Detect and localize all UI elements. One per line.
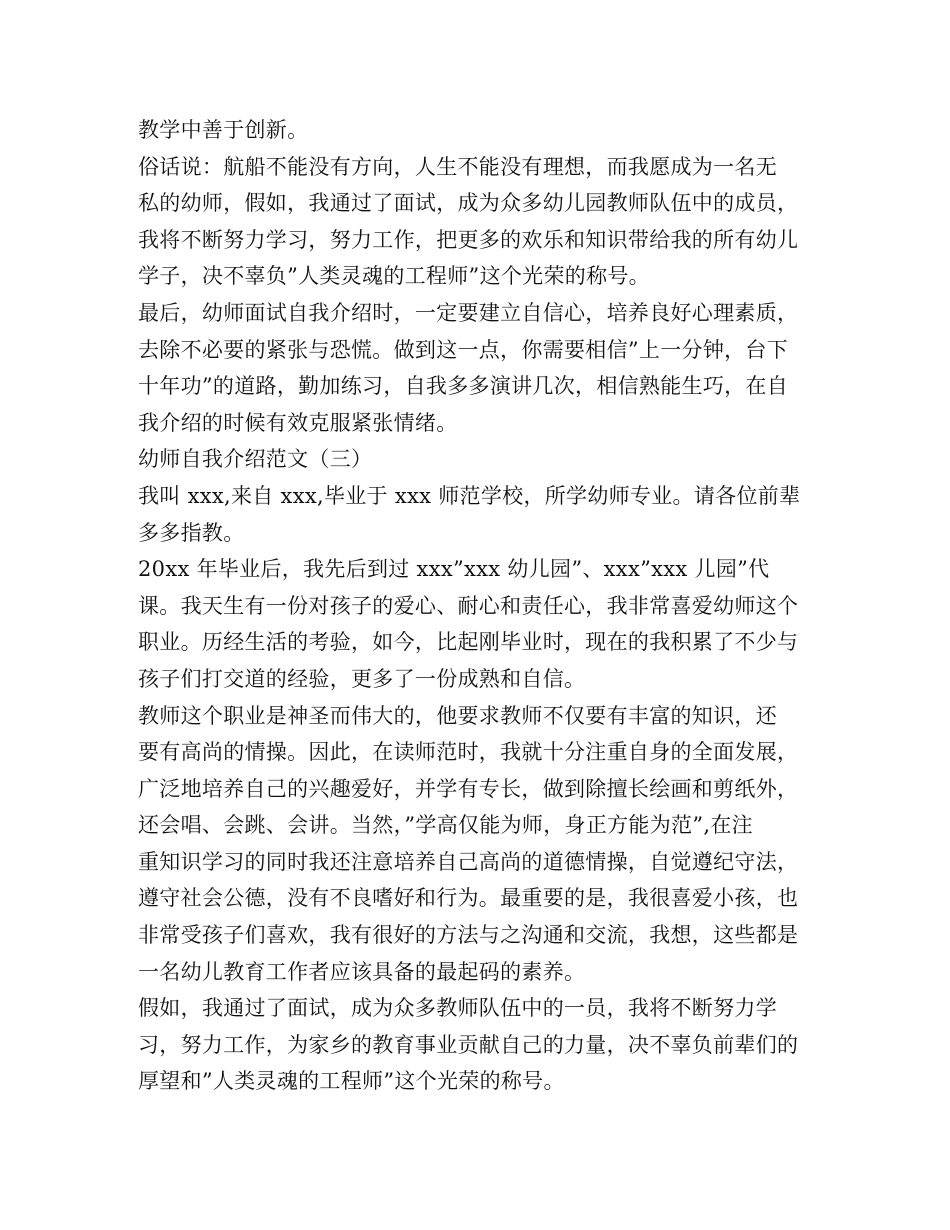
text-line: 职业。历经生活的考验，如今，比起刚毕业时，现在的我积累了不少与: [138, 630, 799, 655]
text-line: 广泛地培养自己的兴趣爱好，并学有专长，做到除擅长绘画和剪纸外，: [138, 776, 799, 801]
text-line: 重知识学习的同时我还注意培养自己高尚的道德情操，自觉遵纪守法，: [138, 849, 799, 874]
text-line: 去除不必要的紧张与恐慌。做到这一点，你需要相信”上一分钟，台下: [138, 337, 789, 362]
text-line: 还会唱、会跳、会讲。当然，”学高仅能为师，身正方能为范”,在注: [138, 813, 753, 838]
text-line: 孩子们打交道的经验，更多了一份成熟和自信。: [138, 666, 586, 691]
text-line: 我介绍的时候有效克服紧张情绪。: [138, 410, 458, 435]
text-line: 十年功”的道路，勤加练习，自我多多演讲几次，相信熟能生巧，在自: [138, 374, 789, 399]
text-line: 课。我天生有一份对孩子的爱心、耐心和责任心，我非常喜爱幼师这个: [138, 593, 799, 618]
body-text: [138, 112, 838, 1100]
text-line: 要有高尚的情操。因此，在读师范时，我就十分注重自身的全面发展，: [138, 740, 799, 765]
text-line: 习，努力工作，为家乡的教育事业贡献自己的力量，决不辜负前辈们的: [138, 1032, 799, 1057]
text-line: 20xx 年毕业后，我先后到过 xxx”xxx 幼儿园”、xxx”xxx 儿园”代: [138, 557, 770, 582]
section-heading: 幼师自我介绍范文（三）: [138, 447, 373, 472]
text-line: 私的幼师，假如，我通过了面试，成为众多幼儿园教师队伍中的成员，: [138, 191, 799, 216]
text-line: 我将不断努力学习，努力工作，把更多的欢乐和知识带给我的所有幼儿: [138, 227, 799, 252]
text-line: 俗话说：航船不能没有方向，人生不能没有理想，而我愿成为一名无: [138, 154, 777, 179]
text-line: 假如，我通过了面试，成为众多教师队伍中的一员，我将不断努力学: [138, 996, 777, 1021]
text-line: 教学中善于创新。: [138, 118, 309, 142]
text-line: 教师这个职业是神圣而伟大的，他要求教师不仅要有丰富的知识，还: [138, 703, 777, 728]
text-line: 遵守社会公德，没有不良嗜好和行为。最重要的是，我很喜爱小孩，也: [138, 886, 799, 911]
text-line: 我叫 xxx,来自 xxx,毕业于 xxx 师范学校，所学幼师专业。请各位前辈: [138, 483, 801, 508]
text-line: 学子，决不辜负”人类灵魂的工程师”这个光荣的称号。: [138, 264, 650, 289]
text-line: 一名幼儿教育工作者应该具备的最起码的素养。: [138, 959, 586, 984]
text-line: 最后，幼师面试自我介绍时，一定要建立自信心，培养良好心理素质，: [138, 300, 799, 325]
text-line: 多多指教。: [138, 520, 245, 545]
text-line: 厚望和”人类灵魂的工程师”这个光荣的称号。: [138, 1069, 565, 1094]
text-line: 非常受孩子们喜欢，我有很好的方法与之沟通和交流，我想，这些都是: [138, 923, 799, 948]
